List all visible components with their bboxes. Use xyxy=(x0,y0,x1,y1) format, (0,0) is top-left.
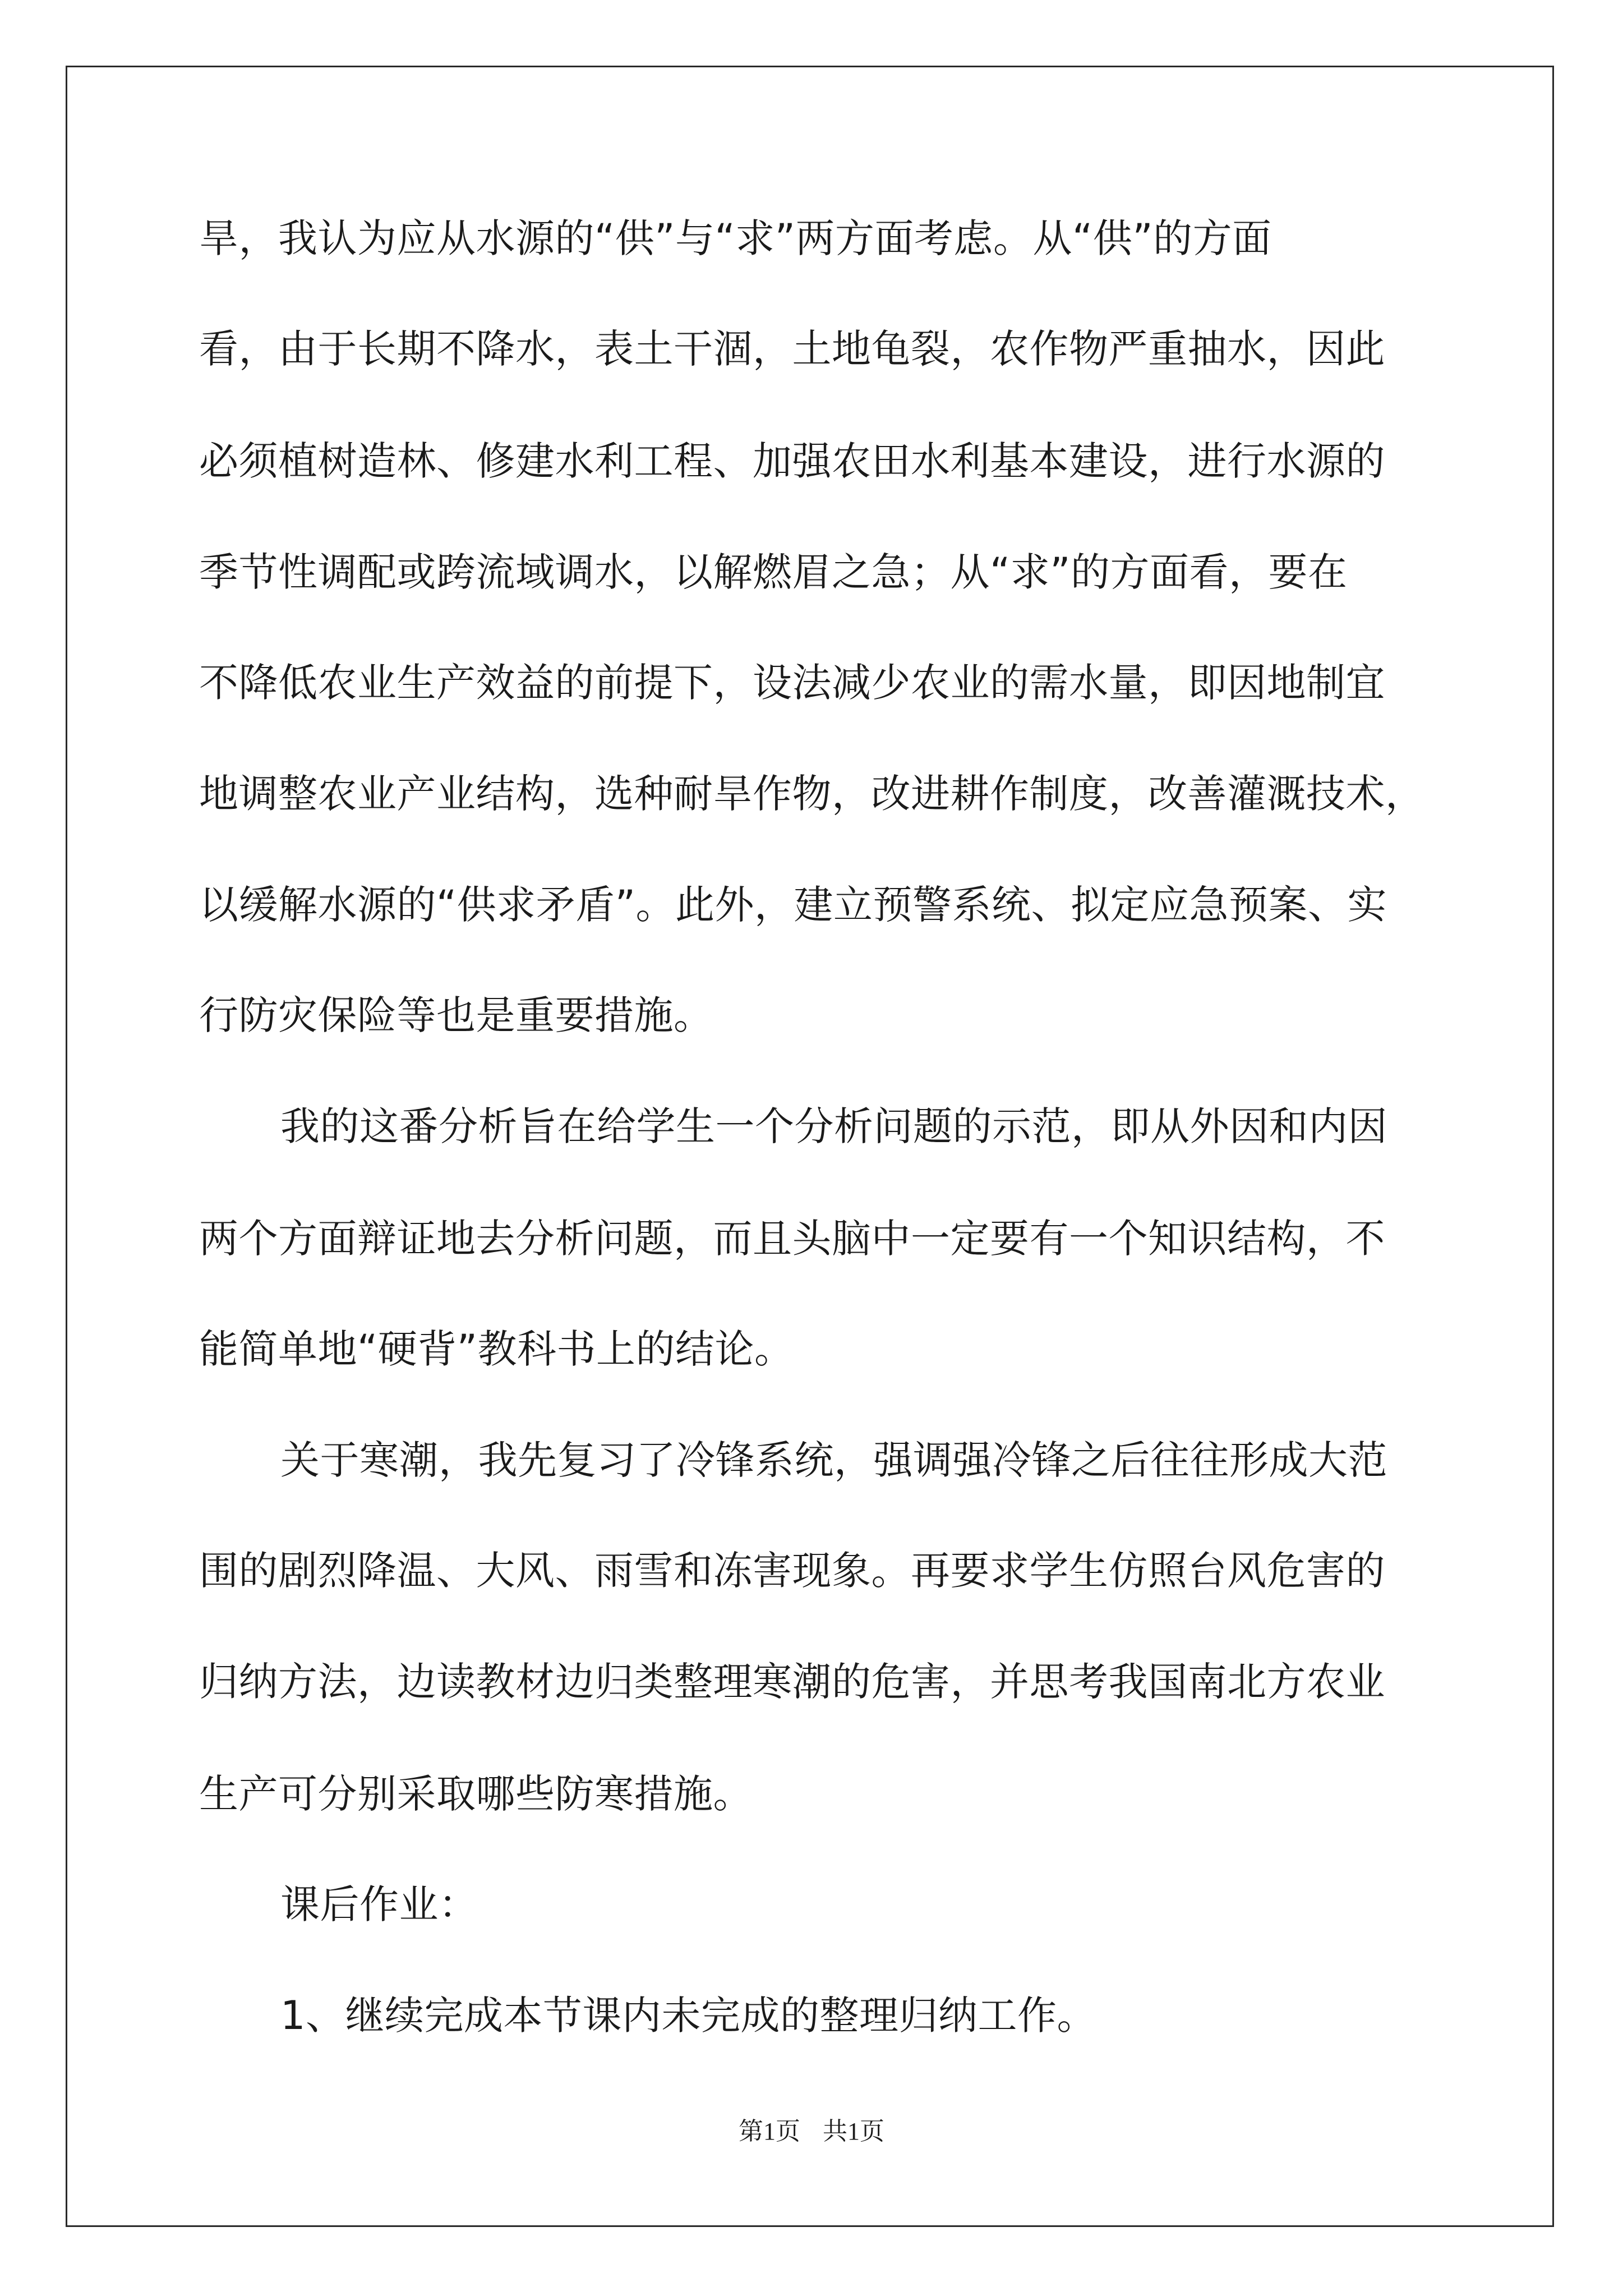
paragraph-line: 必须植树造林、修建水利工程、加强农田水利基本建设，进行水源的 xyxy=(199,438,1385,484)
paragraph-line: 能简单地“硬背”教科书上的结论。 xyxy=(199,1326,794,1372)
section-heading: 课后作业： xyxy=(280,1881,478,1927)
paragraph-line: 围的剧烈降温、大风、雨雪和冻害现象。再要求学生仿照台风危害的 xyxy=(199,1548,1385,1594)
paragraph-line: 生产可分别采取哪些防寒措施。 xyxy=(199,1771,753,1817)
paragraph-line: 行防灾保险等也是重要措施。 xyxy=(199,992,713,1038)
paragraph-line: 地调整农业产业结构，选种耐旱作物，改进耕作制度，改善灌溉技术， xyxy=(199,771,1425,817)
paragraph-line: 旱，我认为应从水源的“供”与“求”两方面考虑。从“供”的方面 xyxy=(199,215,1272,261)
paragraph-line: 归纳方法，边读教材边归类整理寒潮的危害，并思考我国南北方农业 xyxy=(199,1659,1385,1705)
page-number-current: 第1页 xyxy=(739,2118,800,2145)
paragraph-line: 两个方面辩证地去分析问题，而且头脑中一定要有一个知识结构，不 xyxy=(199,1216,1385,1262)
paragraph-line: 季节性调配或跨流域调水，以解燃眉之急；从“求”的方面看，要在 xyxy=(199,549,1348,595)
paragraph-line: 看，由于长期不降水，表土干涸，土地龟裂，农作物严重抽水，因此 xyxy=(199,326,1385,372)
paragraph-line: 关于寒潮，我先复习了冷锋系统，强调强冷锋之后往往形成大范 xyxy=(280,1437,1387,1483)
paragraph-line: 不降低农业生产效益的前提下，设法减少农业的需水量，即因地制宜 xyxy=(199,660,1385,706)
paragraph-line: 以缓解水源的“供求矛盾”。此外，建立预警系统、拟定应急预案、实 xyxy=(199,882,1387,928)
page-footer xyxy=(0,2116,1623,2147)
list-item: 1、继续完成本节课内未完成的整理归纳工作。 xyxy=(280,1993,1097,2039)
page-number-total: 共1页 xyxy=(823,2118,884,2145)
paragraph-line: 我的这番分析旨在给学生一个分析问题的示范，即从外因和内因 xyxy=(280,1103,1387,1149)
